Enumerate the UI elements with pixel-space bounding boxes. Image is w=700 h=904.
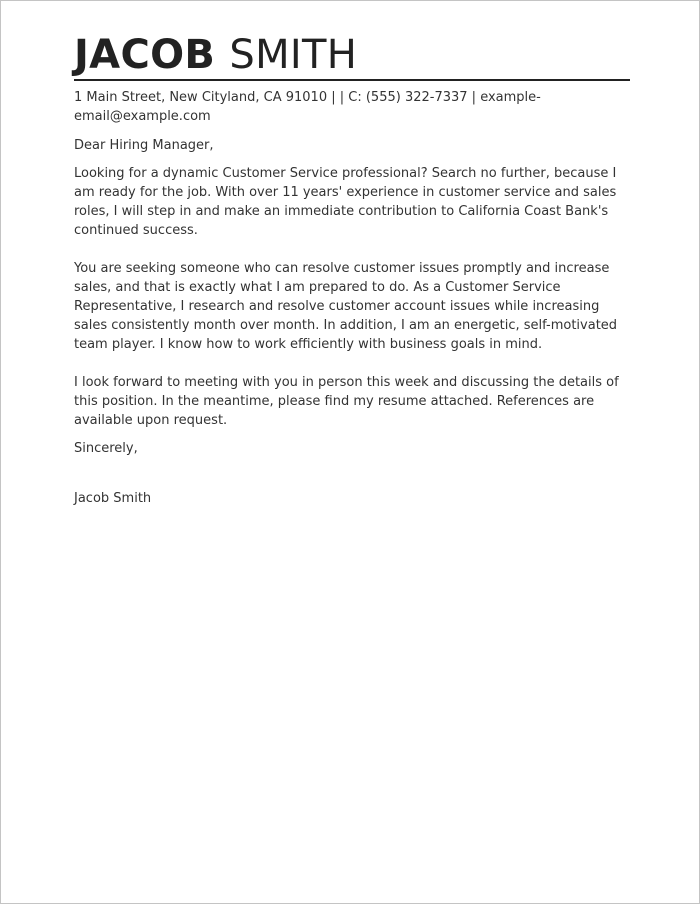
contact-separator: | <box>467 90 481 105</box>
first-name: JACOB <box>74 32 216 78</box>
contact-separator: | <box>327 90 340 105</box>
body-paragraph-2: You are seeking someone who can resolve customer issues promptly and increase sales, and that is exactly what I am prepared to do. As a Customer Service Representative, I research and resolve customer account issues while increasing sales consistently month over month. In addition, I am an energetic, self-motivated team player. I know how to work efficiently with business goals in mind. <box>74 261 618 352</box>
closing: Sincerely, <box>74 441 138 456</box>
salutation: Dear Hiring Manager, <box>74 138 214 153</box>
body-paragraph-1: Looking for a dynamic Customer Service professional? Search no further, because I am ready for the job. With over 11 years' experience in customer service and sales roles, I will step in and make an immediate contribution to California Coast Bank's continued success. <box>74 166 617 238</box>
signature-name: Jacob Smith <box>74 491 152 506</box>
contact-email: example-email@example.com <box>74 90 541 124</box>
body-paragraph-3: I look forward to meeting with you in person this week and discussing the details of this position. In the meantime, please find my resume attached. References are available upon request. <box>74 375 619 428</box>
contact-address: 1 Main Street, New Cityland, CA 91010 <box>74 90 328 105</box>
contact-line <box>74 88 554 126</box>
contact-phone: (555) 322-7337 <box>365 90 468 105</box>
cover-letter <box>74 33 630 508</box>
contact-separator-phone: | C: <box>339 90 366 105</box>
header-divider <box>74 79 630 81</box>
last-name: SMITH <box>229 32 358 78</box>
applicant-name <box>74 33 630 77</box>
